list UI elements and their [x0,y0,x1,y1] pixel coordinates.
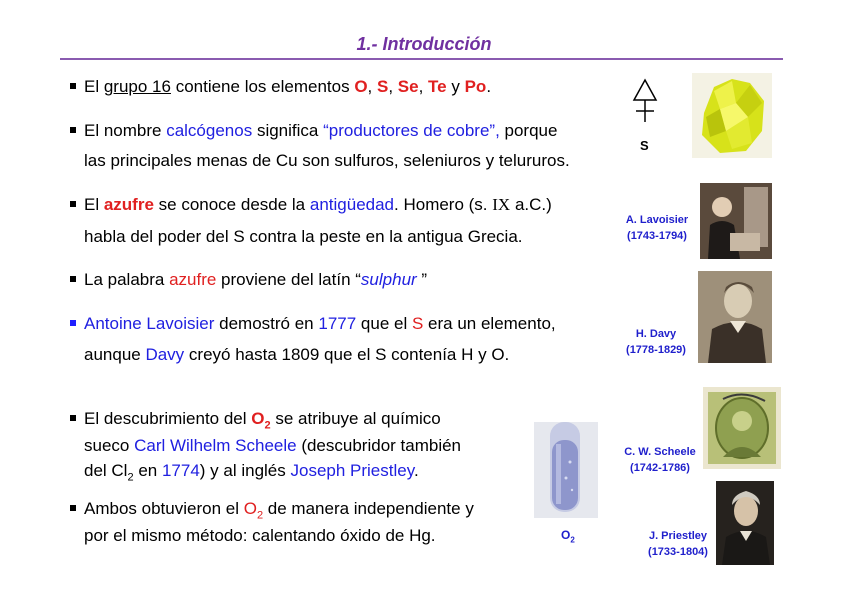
bullet-o2-discovery [70,409,441,431]
calcogenos-term: calcógenos [166,121,253,140]
text: de manera independiente y [263,499,474,518]
davy-name: Davy [145,345,185,364]
priestley-caption [636,528,720,560]
text: , [388,77,398,96]
bullet-azufre-antiguedad [70,195,552,215]
bullet-calcogenos [70,121,557,141]
slide-title: 1.- Introducción [356,34,492,54]
cl-subscript: 2 [127,471,134,484]
davy-caption [614,326,698,358]
o2-formula [243,499,264,522]
davy-portrait [698,271,772,363]
o-subscript: 2 [264,419,271,432]
bullet-azufre-line2: habla del poder del S contra la peste en la antigua Grecia. [84,227,523,246]
text: que el [356,314,412,333]
davy-name-label: H. Davy [635,328,677,340]
sulfur-symbol-label: S [640,138,649,153]
azufre-term: azufre [169,270,217,289]
century-numeral: IX [492,195,511,214]
scheele-name-label: C. W. Scheele [624,446,696,458]
text: del Cl [84,461,128,480]
text: y [446,77,465,96]
o-symbol: O [243,499,257,518]
priestley-name-label: J. Priestley [648,530,708,542]
text: (descubridor también [296,436,462,455]
o2-label-symbol: O [561,528,571,542]
text: Ambos obtuvieron el [84,499,244,518]
o2-formula [251,409,271,432]
text: , [418,77,429,96]
sulfur-alchemy-icon [632,78,658,124]
element-S: S [377,77,389,96]
group16-link: grupo 16 [103,77,171,96]
bullet-marker [70,505,76,511]
text: . [413,461,419,480]
text: sueco [84,436,135,455]
bullet-group16 [70,77,491,97]
bullet-lavoisier-line2 [84,345,509,365]
element-S: S [411,314,424,333]
text: La palabra [84,270,170,289]
text: se atribuye al químico [270,409,441,428]
element-O: O [354,77,368,96]
scheele-name: Carl Wilhelm Scheele [134,436,297,455]
o2-label-subscript: 2 [570,535,575,545]
bullet-marker [70,201,76,207]
bullet-marker [70,127,76,133]
bullet-marker [70,320,76,326]
bullet-calcogenos-line2: las principales menas de Cu son sulfuros, seleniuros y telururos. [84,151,570,170]
antiguedad-term: antigüedad [309,195,395,214]
scheele-stamp [703,387,781,469]
element-Te: Te [428,77,447,96]
text: se conoce desde la [153,195,310,214]
productores-term: “productores de cobre”, [323,121,500,140]
text: demostró en [214,314,319,333]
text: El [84,77,104,96]
text: El [84,195,104,214]
bullet-marker [70,83,76,89]
lavoisier-name: Antoine Lavoisier [84,314,215,333]
priestley-name: Joseph Priestley [290,461,414,480]
bullet-o2-line3 [84,461,419,483]
year-1774: 1774 [161,461,200,480]
text: ) y al inglés [199,461,291,480]
o2-label [561,528,575,544]
year-1777: 1777 [318,314,357,333]
element-Po: Po [464,77,487,96]
text: en [133,461,162,480]
bullet-marker [70,415,76,421]
lavoisier-name-label: A. Lavoisier [625,214,689,226]
bullet-sulphur [70,270,427,290]
text: a.C.) [510,195,552,214]
text: aunque [84,345,146,364]
priestley-portrait [716,481,774,565]
davy-dates: (1778-1829) [626,344,686,356]
text: contiene los elementos [170,77,355,96]
azufre-term: azufre [103,195,154,214]
sulfur-crystal-image [692,73,772,158]
o-symbol: O [251,409,265,428]
text: significa [252,121,324,140]
sulphur-term: sulphur [360,270,417,289]
title-rule [60,58,783,60]
text: proviene del latín “ [216,270,361,289]
bullet-o2-line2 [84,436,461,456]
scheele-caption [616,444,704,476]
priestley-dates: (1733-1804) [648,546,708,558]
scheele-dates: (1742-1786) [630,462,690,474]
lavoisier-dates: (1743-1794) [627,230,687,242]
text: . Homero (s. [394,195,493,214]
o2-test-tube-image [534,422,598,518]
text: ” [416,270,428,289]
bullet-lavoisier [70,314,556,334]
text: El descubrimiento del [84,409,252,428]
element-Se: Se [397,77,419,96]
lavoisier-portrait [700,183,772,259]
text: porque [499,121,558,140]
bullet-marker [70,276,76,282]
text: . [486,77,492,96]
o-subscript: 2 [256,509,264,522]
text: era un elemento, [423,314,556,333]
text: creyó hasta 1809 que el S contenía H y O. [184,345,510,364]
lavoisier-caption [610,212,704,244]
bullet-ambos [70,499,474,521]
text: , [367,77,377,96]
text: El nombre [84,121,167,140]
bullet-ambos-line2: por el mismo método: calentando óxido de Hg. [84,526,436,545]
